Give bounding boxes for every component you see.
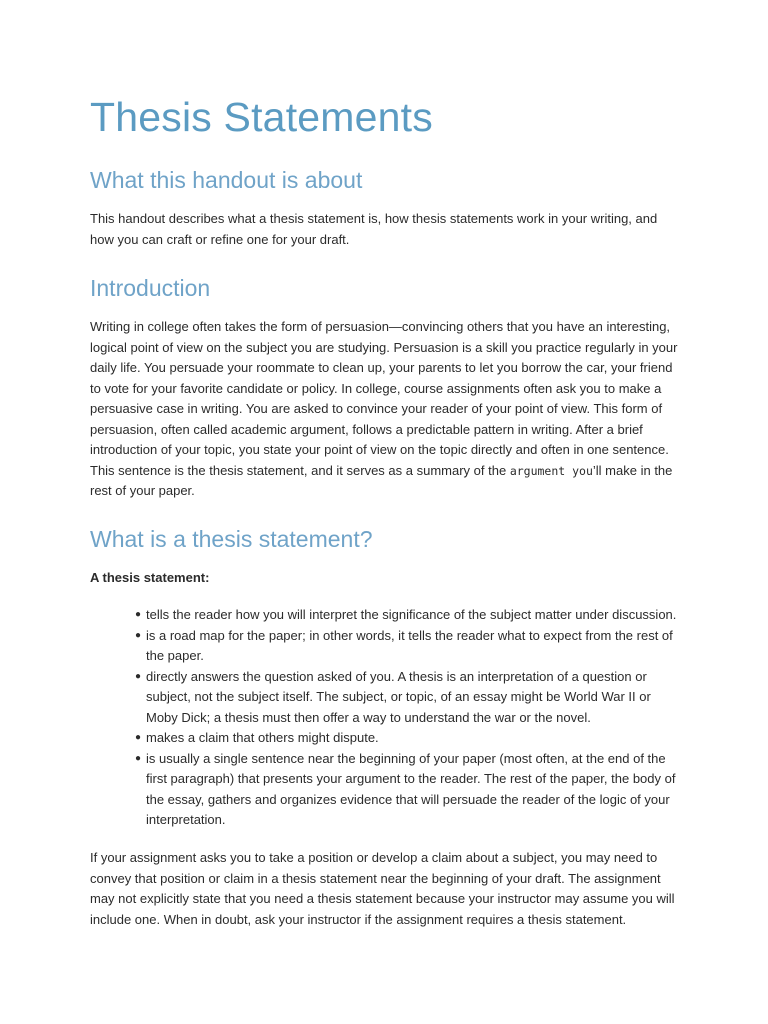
list-item-text: is a road map for the paper; in other words, it tells the reader what to expect from the rest of the paper.: [146, 627, 673, 663]
page-title: Thesis Statements: [90, 94, 433, 140]
list-item: [90, 749, 682, 831]
about-paragraph: This handout describes what a thesis statement is, how thesis statements work in your writing, and how you can craft or refine one for your draft.: [90, 211, 658, 247]
bullet-icon: ●: [135, 752, 142, 764]
introduction-text-end: ’ll make in the rest of your paper.: [90, 462, 673, 498]
thesis-statement-label: A thesis statement:: [90, 570, 210, 585]
list-item-text: is usually a single sentence near the beginning of your paper (most often, at the end of the first paragraph) that presents your argument to the reader. The rest of the paper, the body of the essay, gathers and organizes evidence that will persuade the reader of the logic of your interpretation.: [146, 750, 676, 827]
bullet-icon: ●: [135, 629, 142, 641]
list-item: [90, 667, 682, 729]
list-item: [90, 605, 682, 626]
list-item-text: directly answers the question asked of you. A thesis is an interpretation of a question or subject, not the subject itself. The subject, or topic, of an essay might be World War II or Moby Dick; a thesis must then offer a way to understand the war or the novel.: [146, 668, 651, 725]
list-item: [90, 728, 682, 749]
list-item-text: makes a claim that others might dispute.: [146, 730, 379, 745]
list-item-text: tells the reader how you will interpret the significance of the subject matter under discussion.: [146, 607, 677, 622]
section-heading-about: What this handout is about: [90, 167, 363, 193]
introduction-text-start: Writing in college often takes the form of persuasion—convincing others that you have an interesting, logical point of view on the subject you are studying. Persuasion is a skill you practice regularly in your daily life. You persuade your roommate to clean up, your parents to let you borrow the car, your friend to vote for your favorite candidate or policy. In college, course assignments often ask you to make a persuasive case in writing. You are asked to convince your reader of your point of view. This form of persuasion, often called academic argument, follows a predictable pattern in writing. After a brief introduction of your topic, you state your point of view on the topic directly and often in one sentence. This sentence is the thesis statement, and it serves as a summary of the: [90, 319, 678, 478]
section-heading-what-is: What is a thesis statement?: [90, 526, 373, 552]
bullet-icon: ●: [135, 609, 142, 620]
introduction-text-mono: argument you: [509, 463, 593, 478]
closing-paragraph: If your assignment asks you to take a position or develop a claim about a subject, you may need to convey that position or claim in a thesis statement near the beginning of your draft. The assignment may not explicitly state that you need a thesis statement because your instructor may assume you will include one. When in doubt, ask your instructor if the assignment requires a thesis statement.: [90, 850, 675, 927]
introduction-paragraph: [90, 317, 682, 502]
list-item: [90, 626, 682, 667]
thesis-bullet-list: [90, 605, 682, 831]
section-heading-introduction: Introduction: [90, 275, 211, 301]
bullet-icon: ●: [135, 732, 142, 743]
bullet-icon: ●: [135, 670, 142, 682]
